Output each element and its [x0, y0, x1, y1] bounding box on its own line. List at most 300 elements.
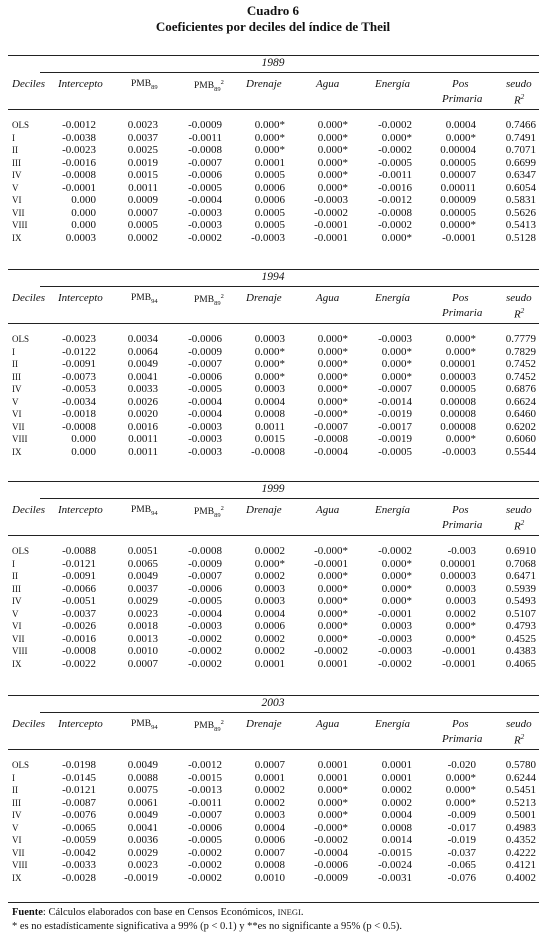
table-cell: 0.4352	[505, 834, 536, 846]
table-cell: 0.0002	[254, 645, 285, 657]
header-pmb-squared	[194, 79, 224, 93]
row-label: IV	[12, 170, 22, 180]
table-cell: 0.7829	[505, 345, 536, 358]
table-cell: 0.0049	[127, 358, 158, 370]
header-energia: Energía	[375, 504, 411, 516]
table-cell: 0.0003	[445, 582, 476, 595]
header-seudo-line2	[514, 93, 524, 107]
table-cell: -0.0002	[314, 834, 348, 846]
row-label: V	[12, 396, 19, 407]
table-cell: 0.6699	[505, 156, 536, 169]
header-pmb	[131, 505, 158, 517]
table-cell: -0.0122	[62, 345, 96, 358]
header-intercepto: Intercepto	[58, 504, 103, 516]
table-cell: -0.0005	[188, 383, 222, 395]
table-cell: -0.0023	[62, 333, 96, 345]
table-cell: 0.000*	[317, 582, 348, 595]
table-cell: 0.7068	[505, 557, 536, 570]
table-cell: -0.0004	[188, 408, 222, 420]
table-row	[0, 822, 546, 834]
header-seudo-line2	[514, 733, 524, 747]
table-cell: 0.000*	[254, 370, 285, 383]
table-cell: -0.0011	[188, 796, 222, 809]
table-cell: 0.000*	[254, 144, 285, 156]
header-pos-line2: Primaria	[442, 733, 483, 745]
table-cell: 0.5451	[505, 784, 536, 796]
table-cell: -0.0003	[188, 206, 222, 219]
header-pmb2-superscript: 2	[220, 505, 224, 512]
header-agua: Agua	[316, 78, 340, 90]
row-label: VIII	[12, 646, 28, 656]
table-cell: -0.0019	[378, 433, 412, 445]
table-cell: -0.0023	[62, 144, 96, 156]
table-cell: 0.0010	[254, 871, 285, 884]
table-cell: 0.000*	[317, 156, 348, 169]
table-cell: -0.0008	[62, 169, 96, 181]
row-label: II	[12, 785, 18, 795]
header-drenaje: Drenaje	[246, 292, 282, 304]
table-row	[0, 608, 546, 620]
table-cell: 0.0003	[65, 231, 96, 244]
table-cell: -0.0001	[314, 557, 348, 570]
table-cell: -0.0091	[62, 570, 96, 582]
table-cell: -0.0012	[188, 759, 222, 771]
table-cell: 0.6054	[505, 181, 536, 194]
table-cell: 0.000*	[254, 119, 285, 131]
row-label: IX	[12, 232, 22, 243]
table-cell: 0.4002	[505, 871, 536, 884]
table-cell: 0.0001	[317, 759, 348, 771]
table-cell: -0.0007	[188, 570, 222, 582]
header-pmb2-label: PMB	[194, 81, 215, 92]
table-cell: 0.0065	[127, 557, 158, 570]
row-label: VI	[12, 409, 22, 419]
header-rule	[8, 323, 539, 324]
table-cell: -0.076	[447, 871, 476, 884]
table-cell: -0.0053	[62, 383, 96, 395]
table-cell: 0.0009	[127, 194, 158, 206]
table-row	[0, 333, 546, 345]
table-cell: -0.0006	[188, 821, 222, 834]
header-drenaje: Drenaje	[246, 718, 282, 730]
table-cell: -0.0002	[314, 206, 348, 219]
header-pmb2-superscript: 2	[220, 293, 224, 300]
header-pmb-subscript: 94	[151, 509, 158, 517]
table-cell: 0.0016	[127, 420, 158, 433]
table-cell: -0.0007	[188, 156, 222, 169]
table-cell: 0.4793	[505, 620, 536, 632]
header-pos-line2: Primaria	[442, 307, 483, 319]
table-cell: -0.0009	[314, 871, 348, 884]
table-cell: -0.0001	[442, 657, 476, 670]
header-r-superscript: 2	[520, 733, 525, 741]
row-label: VII	[12, 633, 25, 644]
section-year: 1999	[261, 483, 285, 495]
table-cell: 0.000	[71, 433, 96, 445]
table-cell: -0.0001	[314, 219, 348, 231]
table-row	[0, 446, 546, 458]
table-cell: -0.0034	[62, 395, 96, 408]
table-cell: 0.0034	[127, 333, 158, 345]
row-label: VIII	[12, 220, 28, 230]
row-label: I	[12, 346, 15, 357]
table-cell: 0.000*	[254, 557, 285, 570]
table-row	[0, 346, 546, 358]
header-pmb2-label: PMB	[194, 507, 215, 518]
header-rule	[8, 749, 539, 750]
row-label: IX	[12, 872, 22, 883]
header-pmb-squared	[194, 505, 224, 519]
table-cell: -0.0011	[378, 169, 412, 181]
header-pmb	[131, 293, 158, 305]
table-cell: -0.0001	[314, 231, 348, 244]
table-cell: -0.0003	[188, 420, 222, 433]
header-pos-line2: Primaria	[442, 519, 483, 531]
header-seudo-line2	[514, 307, 524, 321]
table-cell: -0.0016	[62, 156, 96, 169]
year-rule	[40, 712, 539, 713]
table-cell: -0.019	[447, 834, 476, 846]
table-cell: -0.0004	[314, 445, 348, 458]
table-cell: -0.0076	[62, 809, 96, 821]
table-row	[0, 119, 546, 131]
table-cell: -0.0001	[442, 231, 476, 244]
header-agua: Agua	[316, 504, 340, 516]
table-cell: -0.0198	[62, 759, 96, 771]
row-label: VII	[12, 847, 25, 858]
row-label: III	[12, 797, 21, 808]
table-cell: 0.5831	[505, 194, 536, 206]
table-cell: 0.4383	[505, 645, 536, 657]
table-cell: -0.0121	[62, 784, 96, 796]
table-cell: 0.000	[71, 206, 96, 219]
table-cell: -0.0008	[188, 545, 222, 557]
table-cell: 0.7452	[505, 370, 536, 383]
table-cell: -0.0019	[378, 408, 412, 420]
table-cell: -0.0008	[188, 144, 222, 156]
table-cell: -0.000*	[314, 821, 348, 834]
table-cell: 0.000*	[381, 557, 412, 570]
section-top-rule	[8, 55, 539, 56]
table-cell: -0.0002	[378, 657, 412, 670]
table-cell: 0.000*	[445, 131, 476, 144]
table-cell: 0.00008	[440, 408, 476, 420]
table-cell: -0.0087	[62, 796, 96, 809]
table-cell: -0.0028	[62, 871, 96, 884]
table-cell: 0.0005	[254, 169, 285, 181]
table-cell: 0.000*	[317, 119, 348, 131]
table-cell: 0.000	[71, 445, 96, 458]
section-year: 2003	[261, 697, 285, 709]
table-cell: 0.000*	[445, 784, 476, 796]
table-cell: -0.0037	[62, 607, 96, 620]
table-cell: 0.0013	[127, 632, 158, 645]
header-r-superscript: 2	[520, 519, 525, 527]
table-cell: 0.0004	[381, 809, 412, 821]
table-cell: 0.0023	[127, 119, 158, 131]
table-cell: 0.0029	[127, 595, 158, 607]
header-seudo-line1: seudo	[506, 504, 532, 516]
table-cell: -0.0014	[378, 395, 412, 408]
year-rule	[40, 72, 539, 73]
table-cell: 0.0001	[254, 156, 285, 169]
header-pos-line1: Pos	[452, 504, 469, 516]
table-cell: 0.00003	[440, 570, 476, 582]
table-cell: 0.6910	[505, 545, 536, 557]
table-cell: 0.0075	[127, 784, 158, 796]
table-cell: 0.0008	[254, 408, 285, 420]
header-pos-line2: Primaria	[442, 93, 483, 105]
table-cell: 0.000*	[254, 345, 285, 358]
header-rule	[8, 535, 539, 536]
table-cell: -0.0031	[378, 871, 412, 884]
table-cell: -0.0002	[378, 144, 412, 156]
table-cell: 0.0002	[445, 607, 476, 620]
header-pmb-subscript: 89	[151, 83, 158, 91]
row-label: IV	[12, 810, 22, 820]
table-cell: -0.0005	[188, 181, 222, 194]
table-row	[0, 396, 546, 408]
table-row	[0, 595, 546, 607]
table-cell: 0.000*	[317, 784, 348, 796]
table-cell: 0.7491	[505, 131, 536, 144]
table-cell: 0.000*	[317, 620, 348, 632]
header-seudo-line1: seudo	[506, 718, 532, 730]
table-cell: -0.0026	[62, 620, 96, 632]
table-cell: 0.0005	[127, 219, 158, 231]
table-cell: 0.000*	[445, 620, 476, 632]
table-cell: 0.0005	[254, 206, 285, 219]
table-cell: 0.000*	[317, 144, 348, 156]
table-cell: -0.0006	[188, 169, 222, 181]
table-cell: -0.0017	[378, 420, 412, 433]
table-cell: -0.0003	[188, 433, 222, 445]
table-cell: 0.00009	[440, 194, 476, 206]
table-cell: -0.0065	[62, 821, 96, 834]
table-cell: -0.0006	[188, 370, 222, 383]
table-cell: 0.0064	[127, 345, 158, 358]
table-row	[0, 421, 546, 433]
table-cell: 0.000*	[381, 345, 412, 358]
table-cell: 0.4222	[505, 846, 536, 859]
table-cell: 0.0025	[127, 144, 158, 156]
row-label: I	[12, 558, 15, 569]
table-cell: 0.0061	[127, 796, 158, 809]
table-cell: 0.0041	[127, 370, 158, 383]
table-cell: -0.0007	[188, 809, 222, 821]
table-cell: 0.5001	[505, 809, 536, 821]
table-cell: -0.0002	[188, 231, 222, 244]
row-label: I	[12, 772, 15, 783]
header-pmb-label: PMB	[131, 719, 152, 729]
table-cell: -0.0003	[188, 445, 222, 458]
table-row	[0, 433, 546, 445]
table-cell: -0.0015	[188, 771, 222, 784]
header-r-superscript: 2	[520, 307, 525, 315]
table-cell: 0.0004	[254, 821, 285, 834]
table-row	[0, 859, 546, 871]
table-cell: 0.000*	[317, 809, 348, 821]
table-cell: 0.0049	[127, 759, 158, 771]
table-cell: -0.0006	[188, 582, 222, 595]
table-row	[0, 797, 546, 809]
table-cell: -0.0002	[378, 545, 412, 557]
table-cell: 0.4983	[505, 821, 536, 834]
table-cell: 0.0011	[128, 445, 158, 458]
table-row	[0, 658, 546, 670]
table-cell: -0.0006	[314, 859, 348, 871]
section-top-rule	[8, 695, 539, 696]
table-cell: 0.000*	[317, 383, 348, 395]
row-label: VII	[12, 421, 25, 432]
table-cell: 0.000*	[381, 358, 412, 370]
table-cell: -0.0022	[62, 657, 96, 670]
table-cell: -0.0016	[62, 632, 96, 645]
table-row	[0, 169, 546, 181]
table-cell: 0.5128	[505, 231, 536, 244]
table-row	[0, 207, 546, 219]
row-label: OLS	[12, 120, 30, 130]
header-pmb2-superscript: 2	[220, 719, 224, 726]
table-cell: -0.0005	[188, 834, 222, 846]
table-row	[0, 371, 546, 383]
header-deciles: Deciles	[12, 504, 45, 516]
header-pmb-label: PMB	[131, 79, 152, 89]
row-label: V	[12, 822, 19, 833]
header-pmb2-label: PMB	[194, 295, 215, 306]
table-cell: 0.000*	[445, 333, 476, 345]
table-cell: -0.000*	[314, 545, 348, 557]
table-cell: -0.0001	[378, 607, 412, 620]
table-cell: 0.0001	[254, 771, 285, 784]
table-cell: 0.000*	[445, 632, 476, 645]
table-cell: -0.0007	[314, 420, 348, 433]
row-label: II	[12, 145, 18, 155]
table-cell: 0.6471	[505, 570, 536, 582]
table-cell: 0.000*	[317, 632, 348, 645]
table-row	[0, 545, 546, 557]
header-pmb	[131, 79, 158, 91]
header-pos-line1: Pos	[452, 78, 469, 90]
table-cell: 0.000*	[445, 771, 476, 784]
table-cell: 0.000*	[381, 131, 412, 144]
table-cell: 0.0002	[127, 231, 158, 244]
table-cell: 0.6460	[505, 408, 536, 420]
table-cell: 0.00004	[440, 144, 476, 156]
row-label: OLS	[12, 760, 30, 770]
table-cell: -0.065	[447, 859, 476, 871]
table-cell: 0.0003	[254, 595, 285, 607]
table-row	[0, 219, 546, 231]
table-cell: -0.0009	[188, 345, 222, 358]
table-cell: 0.0002	[254, 632, 285, 645]
table-row	[0, 570, 546, 582]
table-row	[0, 157, 546, 169]
table-cell: 0.0036	[127, 834, 158, 846]
table-cell: 0.00001	[440, 358, 476, 370]
table-cell: 0.5213	[505, 796, 536, 809]
section-year: 1989	[261, 57, 285, 69]
table-cell: 0.4121	[505, 859, 536, 871]
row-label: VIII	[12, 434, 28, 444]
table-cell: 0.000*	[381, 370, 412, 383]
table-row	[0, 182, 546, 194]
row-label: II	[12, 359, 18, 369]
table-cell: 0.0026	[127, 395, 158, 408]
table-cell: 0.0001	[317, 657, 348, 670]
table-cell: 0.5107	[505, 607, 536, 620]
table-cell: 0.0041	[127, 821, 158, 834]
table-cell: 0.0049	[127, 570, 158, 582]
table-cell: -0.0008	[378, 206, 412, 219]
table-cell: 0.7452	[505, 358, 536, 370]
header-deciles: Deciles	[12, 78, 45, 90]
table-cell: 0.000*	[317, 358, 348, 370]
header-drenaje: Drenaje	[246, 78, 282, 90]
table-cell: -0.0007	[378, 383, 412, 395]
table-cell: 0.00011	[440, 181, 476, 194]
table-cell: -0.0001	[62, 181, 96, 194]
table-cell: 0.0007	[254, 846, 285, 859]
table-cell: -0.0145	[62, 771, 96, 784]
table-cell: -0.0002	[188, 859, 222, 871]
row-label: III	[12, 583, 21, 594]
table-title: Coeficientes por deciles del índice de Theil	[155, 19, 391, 34]
source-note: Fuente: Cálculos elaborados con base en Censos Económicos, INEGI.	[12, 907, 304, 918]
row-label: I	[12, 132, 15, 143]
header-r-label: R	[514, 520, 521, 533]
table-cell: -0.000*	[314, 408, 348, 420]
table-cell: -0.0011	[188, 131, 222, 144]
table-cell: -0.0012	[62, 119, 96, 131]
table-cell: 0.6060	[505, 433, 536, 445]
table-cell: -0.0121	[62, 557, 96, 570]
table-cell: -0.0012	[378, 194, 412, 206]
header-intercepto: Intercepto	[58, 718, 103, 730]
table-cell: -0.0003	[378, 645, 412, 657]
table-cell: -0.0005	[378, 445, 412, 458]
row-label: III	[12, 371, 21, 382]
table-cell: 0.0018	[127, 620, 158, 632]
year-rule	[40, 286, 539, 287]
table-cell: 0.0006	[254, 834, 285, 846]
table-cell: 0.0001	[317, 771, 348, 784]
table-cell: 0.0006	[254, 181, 285, 194]
table-cell: 0.0010	[127, 645, 158, 657]
table-cell: -0.0059	[62, 834, 96, 846]
table-cell: 0.0023	[127, 859, 158, 871]
table-cell: 0.00005	[440, 206, 476, 219]
table-cell: 0.000*	[317, 169, 348, 181]
row-label: IX	[12, 446, 22, 457]
table-cell: 0.0006	[254, 194, 285, 206]
table-cell: -0.0042	[62, 846, 96, 859]
table-cell: 0.0001	[381, 771, 412, 784]
table-cell: -0.0091	[62, 358, 96, 370]
table-cell: -0.0005	[188, 595, 222, 607]
table-cell: 0.00005	[440, 383, 476, 395]
table-cell: 0.0023	[127, 607, 158, 620]
header-r-label: R	[514, 308, 521, 321]
table-cell: 0.0003	[254, 333, 285, 345]
row-label: III	[12, 157, 21, 168]
table-cell: 0.7071	[505, 144, 536, 156]
table-row	[0, 645, 546, 657]
table-cell: -0.0004	[188, 194, 222, 206]
table-cell: 0.0029	[127, 846, 158, 859]
table-cell: 0.5413	[505, 219, 536, 231]
table-cell: -0.0004	[188, 395, 222, 408]
